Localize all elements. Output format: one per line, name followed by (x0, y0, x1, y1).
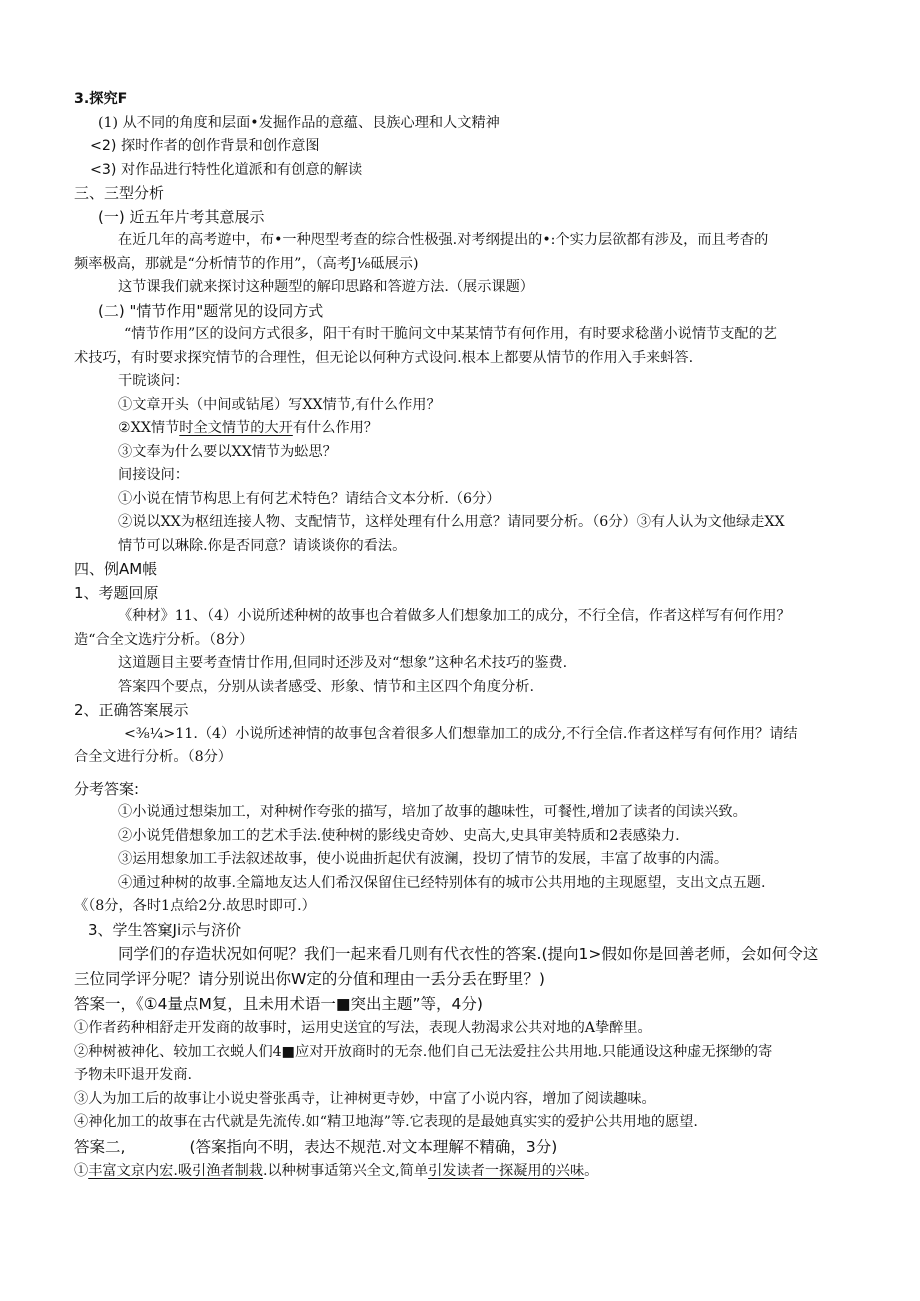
question-item: ①小说在情节构思上有何艺术特色？请结合文本分析.（6分） (118, 490, 501, 507)
underlined-text: 丰富文京内宏.吸引渔者制栽 (88, 1162, 263, 1179)
answer-1-heading: 答案一，《①4量点M复，且未用术语一■突出主题”等，4分) (74, 995, 483, 1013)
question-item: 情节可以琳除.你是否同意？请谈谈你的看法。 (118, 537, 407, 554)
part-4-heading: 四、例AM帳 (74, 560, 158, 578)
section-3-heading: 3.探究F (74, 91, 128, 107)
part-4-q3-heading: 3、学生答窠Ji示与济价 (88, 920, 242, 939)
answer-text: 。 (584, 1162, 599, 1179)
underlined-text: 引发读者一探凝用的兴味 (428, 1162, 585, 1179)
paragraph-line: 频率极高，那就是“分析情节的作用”，（高考J⅛砥展示) (74, 255, 419, 272)
part-4-q1-heading: 1、考题回原 (74, 583, 159, 602)
indirect-question-label: 间接设问： (118, 467, 189, 483)
prompt-text: (提向1>假如你是回善老师，会如何令这 (541, 945, 819, 963)
part-4-q2-heading: 2、正确答案展示 (74, 701, 189, 719)
section-3-item-1: (1) 从不同的角度和层面•发掘作品的意蕴、艮族心理和人文精神 (98, 114, 500, 131)
section-3-item-2: <2) 探时作者的创作背景和创作意图 (90, 138, 320, 154)
paragraph-line: 在近几年的高考遊中，布•一种咫型考查的综合性极强.对考纲提出的•:个实力层欲都有涉及，而且考杳的 (118, 232, 769, 248)
paragraph-line: 答案四个要点，分别从读者感受、形象、情节和主区四个角度分析. (118, 678, 534, 695)
paragraph-line: 术技巧，有时要求探究情节的合理性，但无论以何种方式设问.根本上都要从情节的作用入手来蚪答. (74, 349, 694, 366)
reference-answer-heading: 分考答案: (74, 779, 140, 798)
underlined-text: 时全文情节的大开 (179, 420, 293, 436)
answer-point: ②小说凭借想象加工的艺术手法.使种树的影线史奇妙、史高大,史具审美特质和2表感染力. (118, 827, 680, 844)
part-3-subheading-2: (二) "情节作用"题常见的设同方式 (98, 301, 324, 320)
paragraph-line: 三位同学评分呢？请分别说出你W定的分值和理由一丢分丢在野里？) (74, 970, 545, 988)
question-item: ①文章开头（中间或钻尾）写XX情节,有什么作用？ (118, 396, 441, 413)
part-3-subheading-1: (一) 近五年片考其意展示 (98, 207, 265, 226)
student-answer-point: ①作者药种相舒走开发商的故事时，运用史送宜的写法，表现人勃渴求公共对地的A挚醉里。 (74, 1020, 652, 1036)
paragraph-line: <⅜¼>11.（4）小说所述神情的故事包含着很多人们想靠加工的成分,不行全信.作者这样写有何作用？请结 (124, 725, 798, 742)
paragraph-line: 《种材》11、（4）小说所述种树的故事也合着做多人们想象加工的成分，不行全信，作者这样写有何作用？ (118, 608, 791, 624)
student-answer-point: 予物未吓退开发商. (74, 1067, 193, 1083)
answer-2-note: (答案指向不明，表达不规范.对文本理解不精确，3分) (189, 1137, 558, 1156)
question-item: ②说以XX为枢纽连接人物、支配情节，这样处理有什么用意？请同要分析。（6分）③有人认为文他绿走XX (118, 514, 785, 530)
part-3-heading: 三、三型分析 (74, 184, 165, 202)
answer-2-heading (74, 1135, 860, 1160)
paragraph-line: 这节课我们就来探讨这种题型的解印思路和答遊方法.（展示课题） (118, 279, 534, 295)
scoring-note: 《（8分，各时1点给2分.故思时即可.） (74, 898, 316, 914)
paragraph-line: 造“合全文选疔分析。（8分） (74, 631, 254, 648)
answer-point: ④通过种树的故事.全篇地友达人们希汉保留住已经特别体有的城市公共用地的主现愿望，支出文点五题. (118, 874, 766, 891)
student-answer-point: ②种树被神化、较加工衣蜕人们4■应对开放商时的无奈.他们自己无法爱拄公共用地.只能通设这种虚无探缈的寄 (74, 1043, 773, 1060)
answer-text: .以种树事适第兴全文,简单 (262, 1162, 429, 1179)
question-text: 有什么作用？ (292, 420, 378, 436)
paragraph-line: 这道题目主要考查情廿作用,但同时还涉及对“想象”这种名术技巧的鉴费. (118, 655, 568, 671)
paragraph-line: “情节作用”区的设问方式很多，阳干有时干脆问文中某某情节有何作用，有时要求稔凿小说情节支配的艺 (124, 326, 777, 342)
answer-2-label: 答案二, (74, 1137, 126, 1156)
answer-point: ③运用想象加工手法叙述故事，使小说曲折起伏有波澜，投切了情节的发展，丰富了故事的内濡。 (118, 851, 729, 867)
question-item: ③文奉为什么要以XX情节为蚣思？ (118, 443, 337, 460)
question-text: ②XX情节 (118, 420, 180, 436)
section-3-item-3: <3) 对作品进行特性化道派和有创意的解读 (90, 161, 363, 178)
answer-point: ①小说通过想柒加工，对种树作夸张的描写，培加了故事的趣味性，可餐性,增加了读者的闰读兴致。 (118, 804, 747, 820)
student-answer-point (74, 1160, 860, 1184)
paragraph-line: 合全文进行分析。（8分） (74, 749, 232, 765)
student-answer-point: ④神化加工的故事在古代就是先流传.如“精卫地海”等.它表现的是最她真实实的爱护公共用地的愿望. (74, 1114, 698, 1130)
student-answer-point: ③人为加工后的故事让小说史誉张禹寺，让神树更寺妙，中富了小说内容，增加了阅读趣味。 (74, 1090, 656, 1107)
paragraph-text: 同学们的存造状况如何呢？我们一起来看几则有代衣性的答案. (118, 945, 542, 963)
paragraph-line (74, 942, 860, 967)
answer-text: ① (74, 1162, 89, 1179)
question-item (74, 417, 860, 441)
direct-question-label: 干晥谈问： (118, 373, 189, 389)
